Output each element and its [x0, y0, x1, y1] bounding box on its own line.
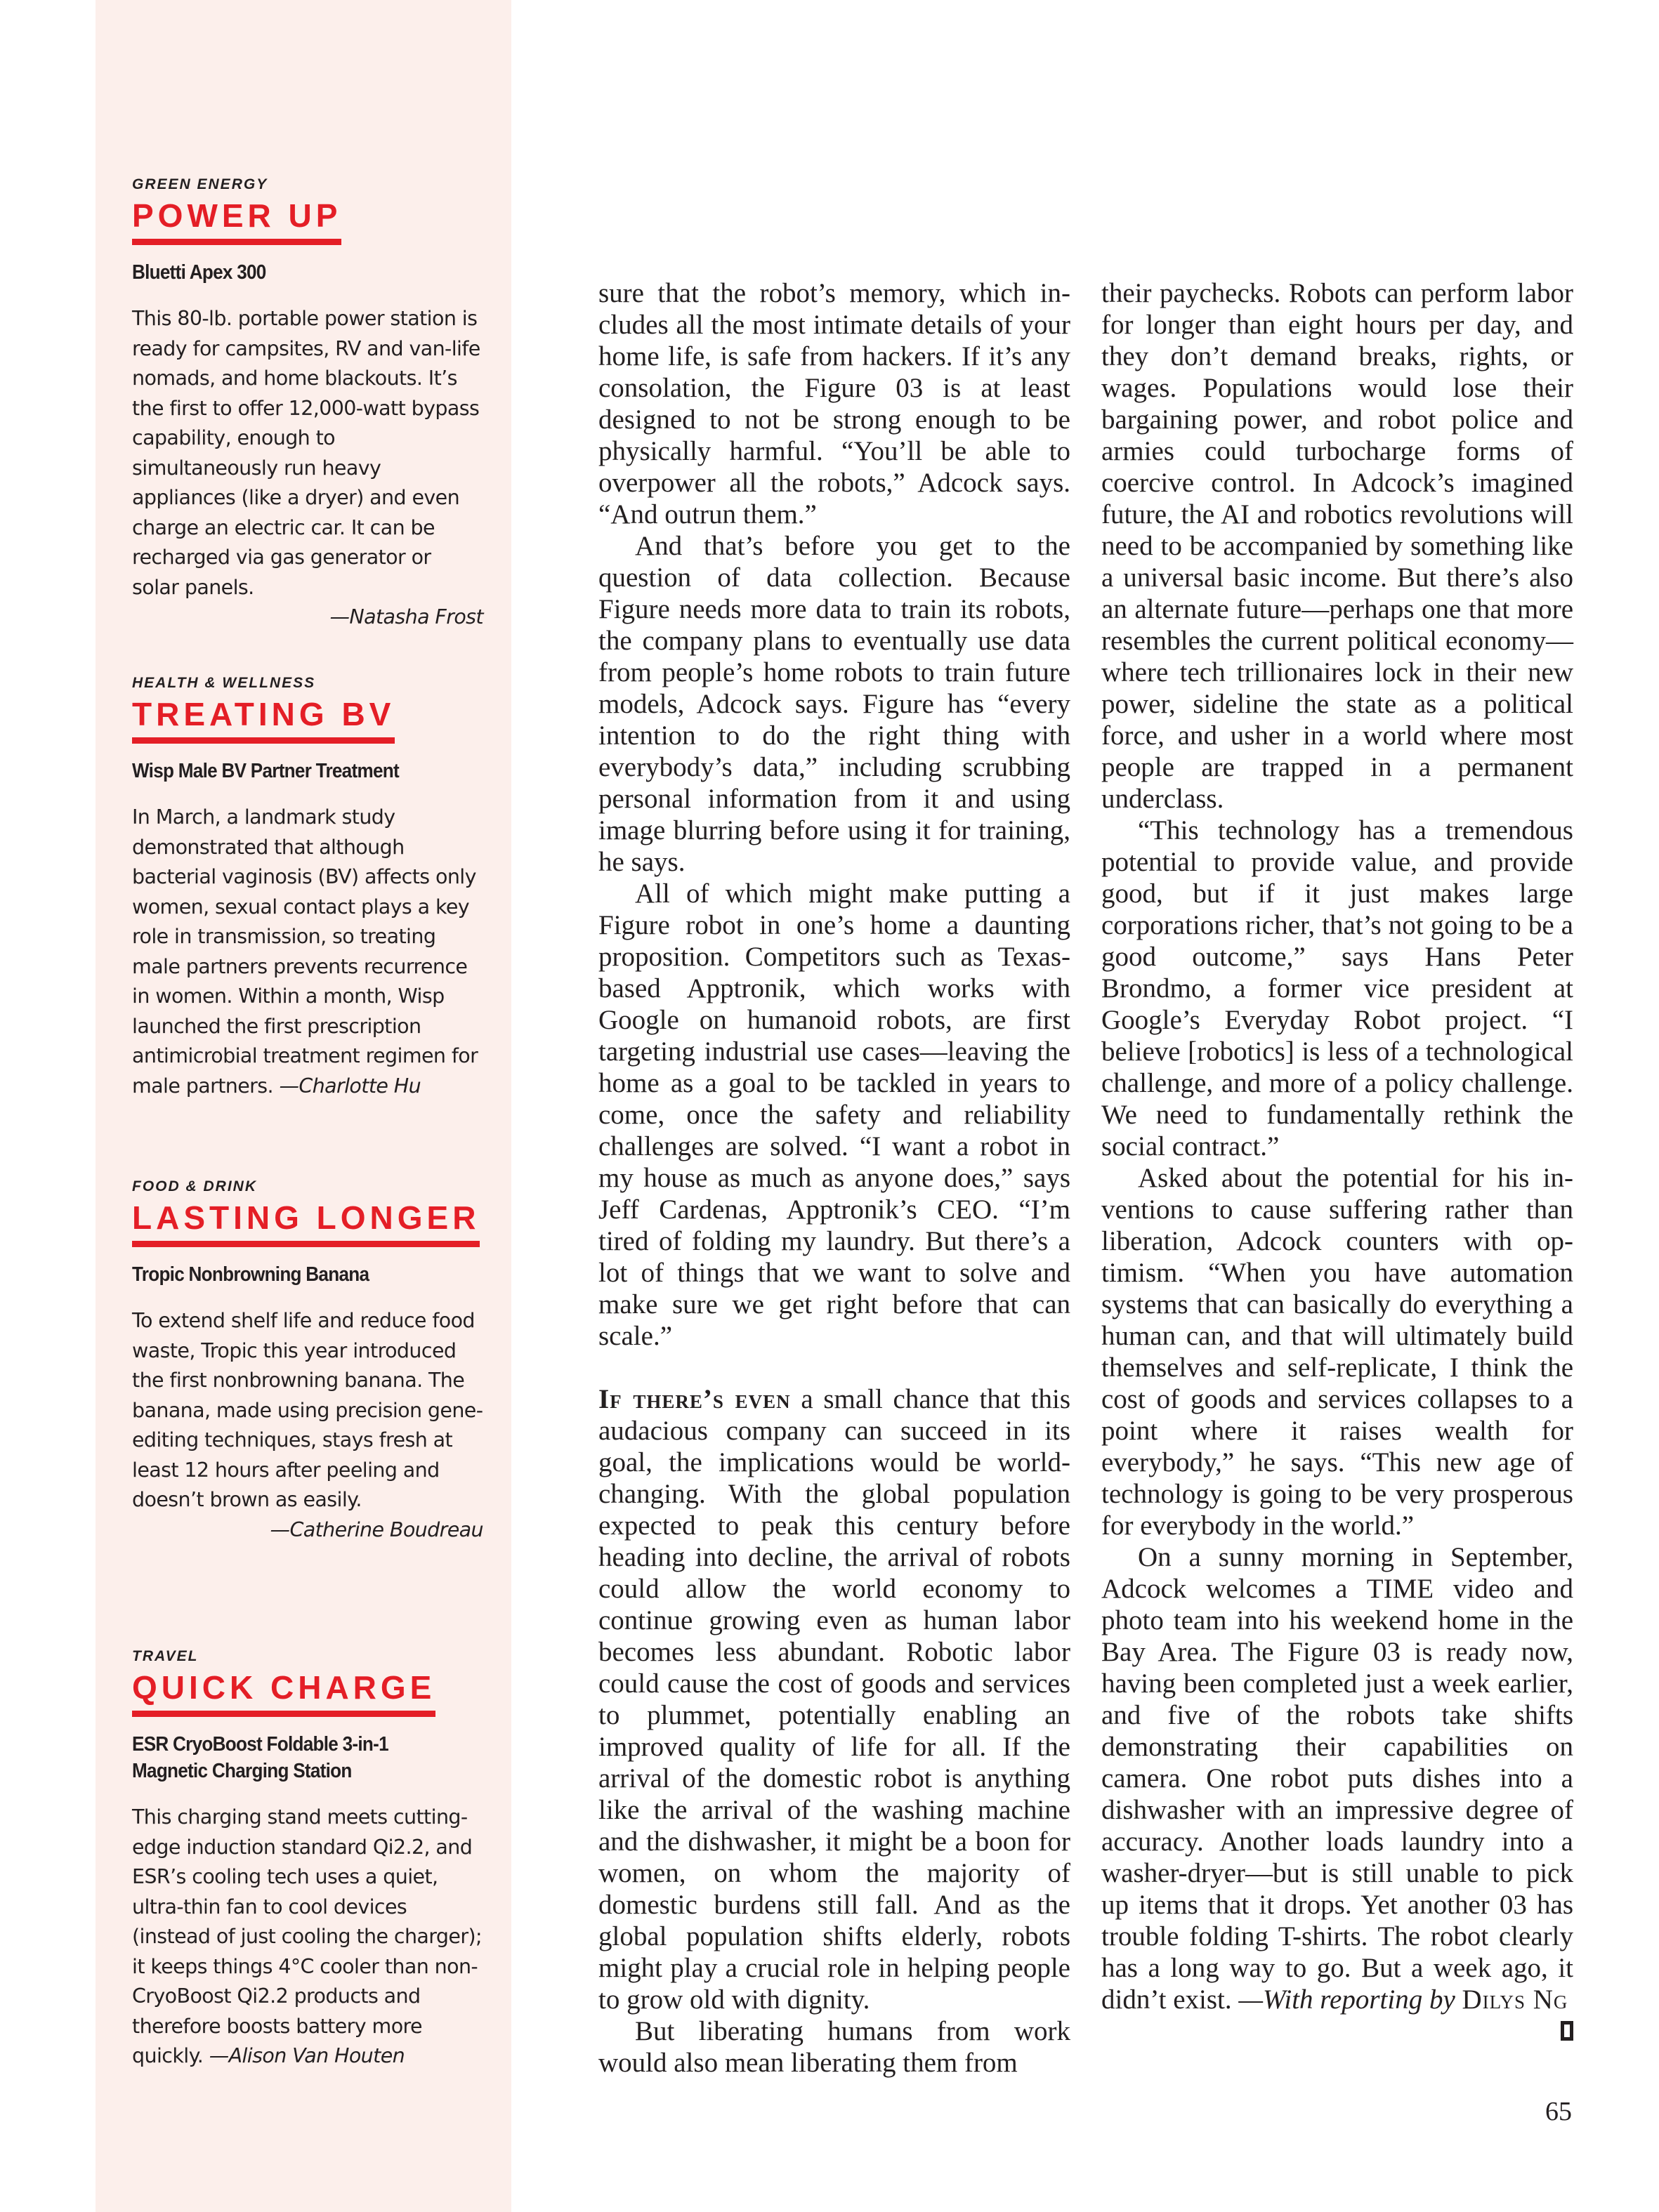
- pick-body: [132, 803, 483, 1101]
- article-column-right: [1101, 277, 1573, 2041]
- pick-category: GREEN ENERGY: [132, 176, 268, 192]
- pick-byline: —Natasha Frost: [329, 605, 483, 628]
- pick-headline: TREATING BV: [132, 695, 395, 744]
- pick-category: HEALTH & WELLNESS: [132, 675, 316, 691]
- pick-body-text: To extend shelf life and reduce food waste, Tropic this year introduced the first nonbrowning banana. The banana, made using precision gene-editing techniques, stays fresh at least 12 hours after peeling and doesn’t brown as easily.: [132, 1309, 483, 1511]
- article-paragraph: sure that the robot’s memory, which includes all the most intimate details of your home life, is safe from hackers. If it’s any consolation, the Figure 03 is at least designed to not be strong enough to be physically harmful. “You’ll be able to overpower all the robots,” Adcock says. “And outrun them.”: [598, 278, 1070, 529]
- article-paragraph: But liberating humans from work would also mean liberating them from: [598, 2016, 1070, 2078]
- pick-body-text: In March, a landmark study demonstrated that although bacterial vaginosis (BV) affects only women, sexual contact plays a key role in transmission, so treating male partners prevents recurrence in women. Within a month, Wisp launched the first prescription antimicrobial treatment regimen for male partners.: [132, 805, 478, 1098]
- pick-lasting-longer: [132, 1178, 483, 1545]
- pick-headline: QUICK CHARGE: [132, 1668, 435, 1717]
- pick-product-name: Wisp Male BV Partner Treatment: [132, 760, 399, 782]
- reporting-credit-name: Dilys Ng: [1462, 1984, 1568, 2015]
- pick-quick-charge: [132, 1647, 483, 2072]
- pick-category: FOOD & DRINK: [132, 1178, 257, 1194]
- pick-body: [132, 304, 483, 633]
- article-final-paragraph: [1101, 1541, 1573, 2015]
- pick-category: TRAVEL: [132, 1648, 199, 1664]
- article-paragraph: Asked about the potential for his inventions to cause suffering rather than liberation, Adcock counters with optimism. “When you have automation systems that can basically do everything a human can, and that will ultimately build themselves and self-replicate, I think the cost of goods and services collapses to a point where it raises wealth for everybody,” he says. “This new age of technology is going to be very prosperous for everybody in the world.”: [1101, 1163, 1573, 1541]
- final-paragraph-text: On a sunny morning in September, Adcock welcomes a TIME video and photo team into his weekend home in the Bay Area. The Figure 03 is ready now, having been completed just a week earlier, and five of the robots take shifts demonstrating their capabilities on camera. One robot puts dishes into a dishwasher with an impressive degree of accuracy. Another loads laundry into a washer-dryer—but is still unable to pick up items that it drops. Yet another 03 has trouble folding T-shirts. The robot clearly has a long way to go. But a week ago, it didn’t exist.: [1101, 1542, 1573, 2015]
- pick-body-text: This 80-lb. portable power station is ready for campsites, RV and van-life nomads, and home blackouts. It’s the first to offer 12,000-watt bypass capability, enough to simultaneously run heavy appliances (like a dryer) and even charge an electric car. It can be recharged via gas generator or solar panels.: [132, 307, 480, 599]
- pick-product-name: ESR CryoBoost Foldable 3-in-1 Magnetic Charging Station: [132, 1733, 388, 1782]
- pick-byline: —Catherine Boudreau: [270, 1518, 483, 1541]
- pick-body: [132, 1803, 483, 2072]
- pick-power-up: [132, 176, 483, 633]
- article-paragraph: their paychecks. Robots can perform labor for longer than eight hours per day, and they don’t demand breaks, rights, or wages. Populations would lose their bargaining power, and robot police and armies could turbocharge forms of coercive control. In Adcock’s imagined future, the AI and robotics revolutions will need to be accompanied by something like a universal basic income. But there’s also an alternate future—perhaps one that more resembles the current political economy—where tech trillionaires lock in their new power, sideline the state as a political force, and usher in a world where most people are trapped in a permanent underclass.: [1101, 278, 1573, 814]
- pick-body: [132, 1306, 483, 1545]
- pick-treating-bv: [132, 674, 483, 1101]
- pick-product-name: Tropic Nonbrowning Banana: [132, 1263, 369, 1286]
- pick-product-name: Bluetti Apex 300: [132, 261, 266, 284]
- article-column-middle: [598, 277, 1070, 2079]
- article-paragraph: And that’s before you get to the question of data collection. Because Figure needs more data to train its robots, the company plans to eventually use data from people’s home robots to train future models, Adcock says. Figure has “every intention to do the right thing with everybody’s data,” including scrubbing personal information from it and using image blurring before using it for training, he says.: [598, 531, 1070, 877]
- pick-headline: POWER UP: [132, 197, 341, 245]
- section-opening-text: a small chance that this audacious company can succeed in its goal, the implications would be world-changing. With the global population expected to peak this century before heading into decline, the arrival of robots could allow the world economy to continue growing even as human labor becomes less abundant. Robotic labor could cause the cost of goods and services to plummet, potentially enabling an improved quality of life for all. If the arrival of the domestic robot is anything like the arrival of the washing machine and the dishwasher, it might be a boon for women, on whom the majority of domestic burdens still fall. And as the global population shifts elderly, robots might play a crucial role in helping people to grow old with dignity.: [598, 1384, 1071, 2015]
- article-section-opening: [598, 1383, 1070, 2015]
- page-number: 65: [1545, 2097, 1572, 2126]
- pick-headline: LASTING LONGER: [132, 1199, 480, 1247]
- pick-byline: —Alison Van Houten: [209, 2044, 405, 2067]
- article-paragraph: All of which might make putting a Figure robot in one’s home a daunting proposition. Competitors such as Texas-based Apptronik, which works with Google on humanoid robots, are first targeting industrial use cases—leaving the home as a goal to be tackled in years to come, once the safety and reliability challenges are solved. “I want a robot in my house as much as anyone does,” says Jeff Cardenas, Apptronik’s CEO. “I’m tired of folding my laundry. But there’s a lot of things that we want to solve and make sure we get right before that can scale.”: [598, 878, 1070, 1351]
- section-lead-in: If there’s even: [598, 1384, 791, 1414]
- pick-byline: —Charlotte Hu: [279, 1074, 421, 1098]
- article-paragraph: “This technology has a tremendous potential to provide value, and provide good, but if it just makes large corporations richer, that’s not going to be a good outcome,” says Hans Peter Brondmo, a former vice president at Google’s Everyday Robot project. “I believe [robotics] is less of a technological challenge, and more of a policy challenge. We need to fundamentally rethink the social contract.”: [1101, 815, 1573, 1161]
- end-of-article-square-icon: [1561, 2021, 1573, 2041]
- pick-body-text: This charging stand meets cutting-edge induction standard Qi2.2, and ESR’s cooling tech uses a quiet, ultra-thin fan to cool devices (instead of just cooling the charger); it keeps things 4°C cooler than non-CryoBoost Qi2.2 products and therefore boosts battery more quickly.: [132, 1805, 482, 2067]
- reporting-credit-prefix: —With reporting by: [1238, 1984, 1462, 2015]
